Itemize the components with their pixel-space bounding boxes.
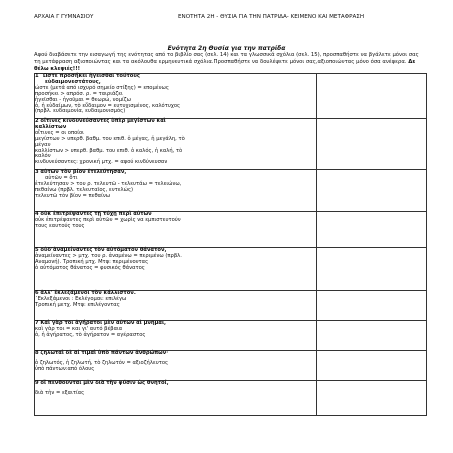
note-line: καλόν [35, 153, 51, 160]
note-line: μέγαν [35, 141, 51, 148]
exercise-row [35, 381, 427, 416]
note-line: ώστε (μετά από ισχυρό σημείο στίξης) = επομένως [35, 84, 169, 91]
translation-cell[interactable] [317, 381, 427, 416]
greek-phrase: 4 οὐκ ἐπιτρέψαντες τῇ τύχῃ περὶ αὐτῶν [35, 211, 152, 217]
note-line: κινδυνεύσαντες: χρονική μτχ. = αφού κινδύνευσαν [35, 159, 168, 166]
intro-paragraph [34, 52, 426, 73]
note-line: οἵτινες = οι οποίοι [35, 129, 84, 136]
note-line: καὶ γὰρ τοι = και γι' αυτό βέβαια [35, 325, 123, 332]
translation-cell[interactable] [317, 212, 427, 248]
source-text-cell [35, 74, 317, 119]
note-line: ἀναμείναντες > μτχ. του ρ. ἀναμένω = περιμένω (πρβλ. [35, 252, 182, 259]
note-line: ἐτελεύτησαν > του ρ. τελευτῶ - τελευτάω = τελειώνω, [35, 180, 182, 187]
translation-cell[interactable] [317, 74, 427, 119]
translation-cell[interactable] [317, 351, 427, 381]
exercise-row [35, 170, 427, 212]
note-line: ὁ ζηλωτός, ἡ ζηλωτή, τὸ ζηλωτόν = αξιοζήλευτος [35, 359, 169, 366]
note-line: (πρβλ. ευδαιμονία, ευδαιμονισμός) [35, 108, 126, 115]
exercise-table [34, 73, 427, 416]
source-text-cell [35, 119, 317, 170]
greek-phrase: 2 οἵτινες κινδυνεύσαντες ὑπὲρ μεγίστων καὶ [35, 118, 166, 124]
source-text-cell [35, 212, 317, 248]
note-line: τους εαυτούς τους [35, 222, 85, 229]
note-line: ἡγεῖσθαι - ἡγοῦμαι = θεωρώ, νομίζω [35, 96, 131, 103]
note-line: προσήκει > απρόσ. ρ. = ταιριάζει [35, 90, 123, 97]
subject-header: ΑΡΧΑΙΑ Γ ΓΥΜΝΑΣΙΟΥ [34, 14, 94, 20]
exercise-row [35, 119, 427, 170]
source-text-cell [35, 291, 317, 321]
source-text-cell [35, 351, 317, 381]
note-line: ῾Εκλεξάμενοι : Εκλέγομαι: επιλέγω [35, 295, 127, 302]
greek-phrase: 5 οὐδ’ἀναμείναντες τὸν αὐτόματον θάνατον, [35, 247, 167, 253]
page-title: Ενότητα 2η Θυσία για την πατρίδα [167, 45, 286, 52]
greek-phrase: καλλίστων [35, 123, 67, 130]
translation-cell[interactable] [317, 248, 427, 291]
intro-text: Αφού διαβάσετε την εισαγωγή της ενότητας από το βιβλίο σας (σελ. 14) και τα γλωσσικά σχόλια (σελ. 15), προσπαθήστε να βγάλετε μόνοι σας τη μετάφραση αξιοποιώντας και τα ακόλουθα ερμηνευτικά σχόλια.Προσπαθήστε να δουλέψετε μόνοι σας,αξιοποιώντας μόνο όσα ανέφερα. [34, 52, 419, 65]
greek-phrase: 6 ἀλλ’ ἐκλεξάμενοι τὸν κάλλιστον. [35, 290, 136, 296]
note-line: μεγίστων > υπερθ. βαθμ. του επιθ. ὁ μέγας, ἡ μεγάλη, τὸ [35, 135, 185, 142]
greek-phrase: 3 αὐτῶν τὸν βίον ἐτελεύτησαν, [35, 169, 127, 175]
translation-cell[interactable] [317, 291, 427, 321]
note-line: αὐτῶν = ὅτι [45, 174, 78, 181]
exercise-row [35, 321, 427, 351]
source-text-cell [35, 248, 317, 291]
note-line: ὑπὸ πάντων:από όλους [35, 365, 95, 372]
note-line: ὁ, ἡ εὐδαίμων, τὸ εὔδαιμον = ευτυχισμένος, καλότυχος [35, 102, 181, 109]
source-text-cell [35, 321, 317, 351]
greek-phrase: 8 ζηλωταὶ δὲ αἱ τιμαὶ ὑπὸ πάντων ἀνθρώπων· [35, 350, 169, 356]
translation-cell[interactable] [317, 119, 427, 170]
greek-phrase: 9 οἳ πενθοῦνται μὲν διὰ τὴν φύσιν ὡς θνητοί, [35, 380, 169, 386]
note-line: ὁ, ἡ ἀγήρατος, τὸ ἀγήρατον = αγέραστος [35, 331, 146, 338]
note-line: οὐκ ἐπιτρέψαντες περὶ αὐτῶν = χωρὶς να εμπιστευτούν [35, 216, 181, 223]
exercise-row [35, 74, 427, 119]
greek-phrase: 1 ῞Ωστε προσήκει ἡγεῖσθαι τούτους [35, 73, 140, 79]
note-line: Αναμονή). Τροπική μτχ. Μτφ: περιμένοντας [35, 258, 149, 265]
unit-header: ΕΝΟΤΗΤΑ 2Η - ΘΥΣΙΑ ΓΙΑ ΤΗΝ ΠΑΤΡΙΔΑ- ΚΕΙΜΕΝΟ ΚΑΙ ΜΕΤΑΦΡΑΣΗ [178, 14, 365, 20]
exercise-row [35, 351, 427, 381]
note-line: καλλίστων > υπερθ. βαθμ. του επιθ. ὁ καλός, ἡ καλή, τὸ [35, 147, 183, 154]
exercise-row [35, 248, 427, 291]
source-text-cell [35, 381, 317, 416]
source-text-cell [35, 170, 317, 212]
exercise-row [35, 291, 427, 321]
note-line: πεθαίνω (πρβλ. τελευταῖος, εντελώς) [35, 186, 134, 193]
greek-phrase: εὐδαιμονεστάτους, [45, 78, 101, 85]
translation-cell[interactable] [317, 170, 427, 212]
translation-cell[interactable] [317, 321, 427, 351]
note-line: ὁ αὐτόματος θάνατος = φυσικός θάνατος [35, 264, 145, 271]
intro-warning: Δε θέλω κλεψιές!!! [34, 59, 416, 72]
note-line: τελευτῶ τὸν βίον = πεθαίνω [35, 192, 111, 199]
note-line: διὰ τὴν = εξαιτίας [35, 389, 85, 396]
exercise-row [35, 212, 427, 248]
greek-phrase: 7 Καὶ γὰρ τοι ἀγήρατοι μὲν αὐτῶν αἱ μνῆμαι, [35, 320, 166, 326]
note-line: Τροπική μετχ. Μτφ: επιλέγοντας [35, 301, 120, 308]
